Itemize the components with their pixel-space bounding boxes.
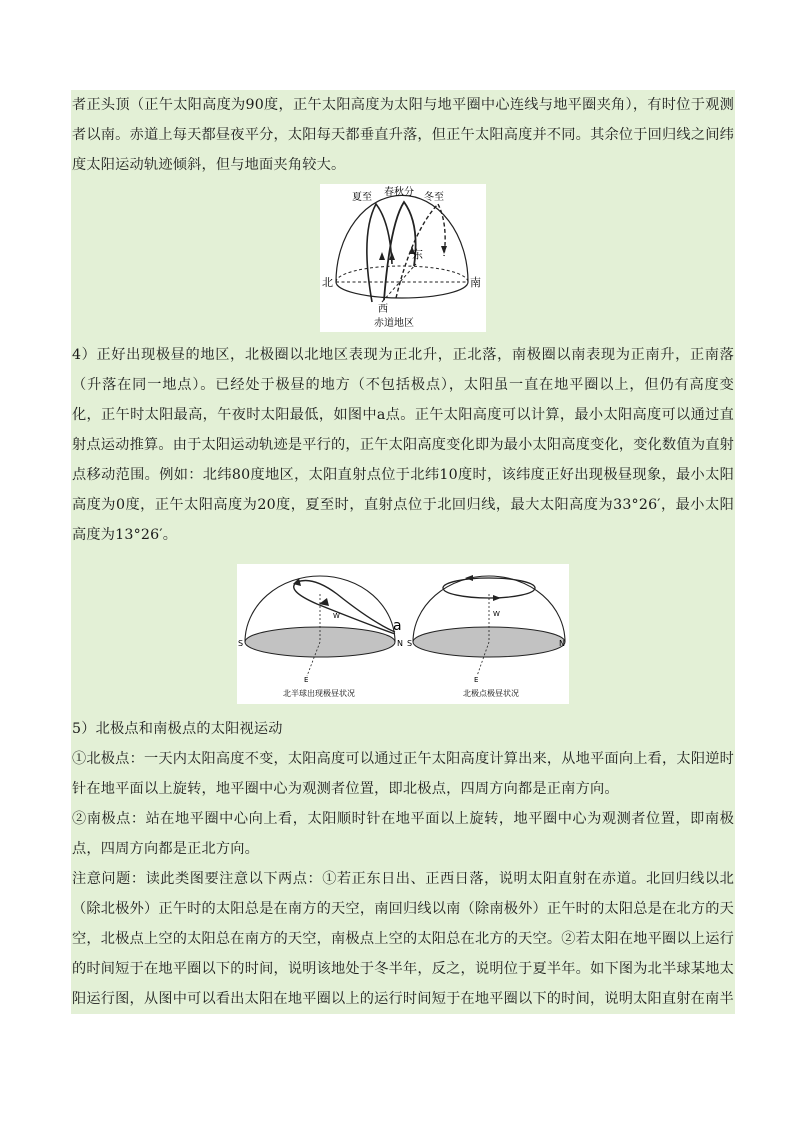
left-label-w: W <box>333 612 340 620</box>
left-label-s: S <box>238 639 244 648</box>
right-label-w: W <box>493 610 500 618</box>
left-figure-caption: 北半球出现极昼状况 <box>283 689 355 698</box>
label-east: 东 <box>412 248 423 261</box>
equator-diagram-svg <box>320 184 486 332</box>
label-equinox: 春秋分 <box>384 187 414 198</box>
right-label-s: S <box>407 639 413 648</box>
paragraph-south-pole: ②南极点：站在地平圈中心向上看，太阳顺时针在地平面以上旋转，地平圈中心为观测者位置，即南极点，四周方向都是正北方向。 <box>72 811 734 857</box>
figure-equator-container <box>71 180 735 340</box>
right-figure-caption: 北极点极昼状况 <box>463 689 519 698</box>
paragraph-north-pole: ①北极点：一天内太阳高度不变，太阳高度可以通过正午太阳高度计算出来，从地平面向上看，太阳逆时针在地平面以上旋转，地平圈中心为观测者位置，即北极点，四周方向都是正南方向。 <box>72 751 734 797</box>
label-west: 西 <box>378 304 388 315</box>
label-south: 南 <box>470 276 481 289</box>
label-north: 北 <box>322 276 333 289</box>
label-winter-solstice: 冬至 <box>424 192 444 203</box>
label-summer-solstice: 夏至 <box>352 192 372 203</box>
paragraph-intro-continued: 者正头顶（正午太阳高度为90度，正午太阳高度为太阳与地平圈中心连线与地平圈夹角），有时位于观测者以南。赤道上每天都昼夜平分，太阳每天都垂直升落，但正午太阳高度并不同。其余位于回归线之间纬度太阳运动轨迹倾斜，但与地面夹角较大。 <box>72 97 734 173</box>
left-label-n: N <box>397 639 403 648</box>
heading-polar-points: 5）北极点和南极点的太阳视运动 <box>72 721 283 737</box>
figure-equator-sun-path <box>320 184 486 332</box>
figure-equator-caption: 赤道地区 <box>374 318 414 329</box>
document-page <box>71 90 735 1014</box>
right-label-n: N <box>559 639 565 648</box>
left-label-e: E <box>304 676 309 684</box>
paragraph-polar-day: 4）正好出现极昼的地区，北极圈以北地区表现为正北升，正北落，南极圈以南表现为正南升，正南落（升落在同一地点）。已经处于极昼的地方（不包括极点），太阳虽一直在地平圈以上，但仍有高度变化，正午时太阳最高，午夜时太阳最低，如图中a点。正午太阳高度可以计算，最小太阳高度可以通过直射点运动推算。由于太阳运动轨迹是平行的，正午太阳高度变化即为最小太阳高度变化，变化数值为直射点移动范围。例如：北纬80度地区，太阳直射点位于北纬10度时，该纬度正好出现极昼现象，最小太阳高度为0度，正午太阳高度为20度，夏至时，直射点位于北回归线，最大太阳高度为33°26′，最小太阳高度为13°26′。 <box>72 347 734 543</box>
left-label-a: a <box>393 618 402 634</box>
paragraph-notes: 注意问题：读此类图要注意以下两点：①若正东日出、正西日落，说明太阳直射在赤道。北回归线以北（除北极外）正午时的太阳总是在南方的天空，南回归线以南（除南极外）正午时的太阳总是在北方的天空，北极点上空的太阳总在南方的天空，南极点上空的太阳总在北方的天空。②若太阳在地平圈以上运行的时间短于在地平圈以下的时间，说明该地处于冬半年，反之，说明位于夏半年。如下图为北半球某地太阳运行图，从图中可以看出太阳在地平圈以上的运行时间短于在地平圈以下的时间，说明太阳直射在南半 <box>72 871 734 1007</box>
figure-polar-day-sun-paths <box>237 564 569 704</box>
right-label-e: E <box>474 676 479 684</box>
figure-polar-container <box>71 550 735 714</box>
polar-diagram-svg <box>237 564 569 704</box>
